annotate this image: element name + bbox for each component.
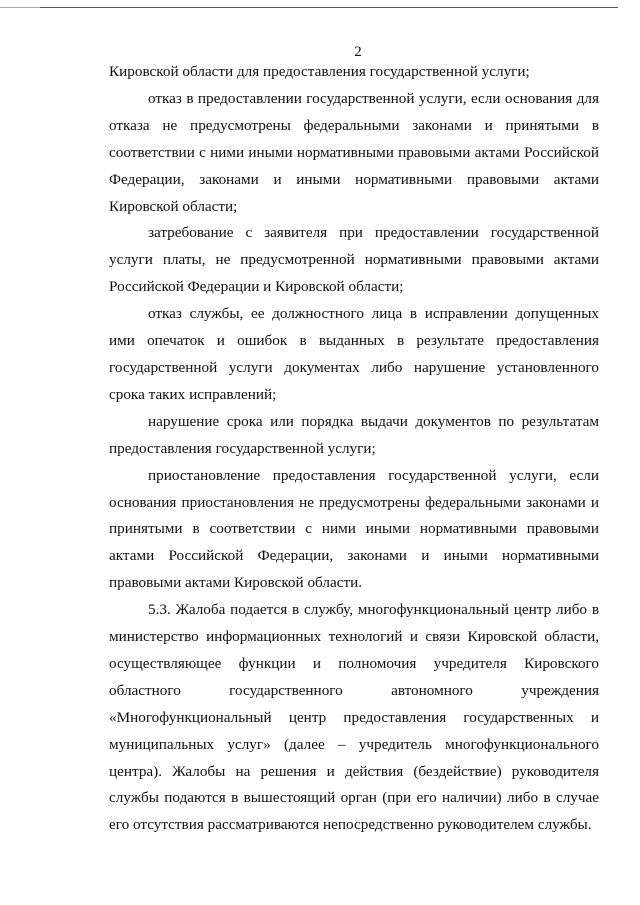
scan-edge-line bbox=[40, 7, 618, 8]
paragraph-complaint-5-3: 5.3. Жалоба подается в службу, многофункциональный центр либо в министерство информационных технологий и связи Кировской области, осуществляющее функции и полномочия учредителя Кировского областного государственного автономного учреждения «Многофункциональный центр предоставления государственных и муниципальных услуг» (далее – учредитель многофункционального центра). Жалобы на решения и действия (бездействие) руководителя службы подаются в вышестоящий орган (при его наличии) либо в случае его отсутствия рассматриваются непосредственно руководителем службы. bbox=[109, 601, 599, 834]
paragraph-refusal: отказ в предоставлении государственной услуги, если основания для отказа не предусмотрены федеральными законами и принятыми в соответствии с ними иными нормативными правовыми актами Российской Федерации, законами и иными нормативными правовыми актами Кировской области; bbox=[109, 89, 599, 215]
paragraph-fee-demand: затребование с заявителя при предоставлении государственной услуги платы, не предусмотренной нормативными правовыми актами Российской Федерации и Кировской области; bbox=[109, 224, 599, 296]
scan-edge-line-left bbox=[0, 7, 40, 8]
paragraph-continuation: Кировской области для предоставления государственной услуги; bbox=[109, 63, 530, 80]
page-number: 2 bbox=[354, 44, 362, 60]
paragraph-correction-refusal: отказ службы, ее должностного лица в исправлении допущенных ими опечаток и ошибок в выданных в результате предоставления государственной услуги документах либо нарушение установленного срока таких исправлений; bbox=[109, 305, 599, 403]
paragraph-suspension: приостановление предоставления государственной услуги, если основания приостановления не предусмотрены федеральными законами и принятыми в соответствии с ними иными нормативными правовыми актами Российской Федерации, законами и иными нормативными правовыми актами Кировской области. bbox=[109, 466, 599, 592]
document-body bbox=[109, 59, 599, 839]
paragraph-deadline-violation: нарушение срока или порядка выдачи документов по результатам предоставления государственной услуги; bbox=[109, 412, 599, 457]
